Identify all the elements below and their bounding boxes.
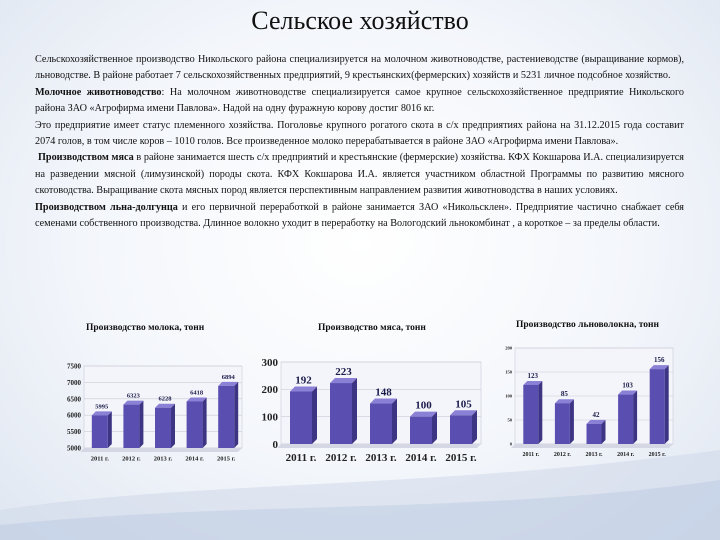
paragraph-flax <box>35 200 684 233</box>
flax-y-tick-label: 200 <box>505 345 512 351</box>
milk-bar <box>123 405 139 448</box>
milk-bar <box>187 401 203 448</box>
flax-bar-side <box>633 391 637 444</box>
dairy-text: : На молочном животноводстве специализируется самое крупное сельскохозяйственное предприятие Никольского района ЗАО «Агрофирма имени Павлова». Надой на одну фуражную корову достиг 8016 кг. <box>35 86 685 115</box>
meat-y-tick-label: 200 <box>261 384 278 397</box>
flax-bar-side <box>602 420 606 444</box>
milk-value-label: 6418 <box>190 389 204 397</box>
flax-category-label: 2015 г. <box>648 452 666 458</box>
meat-y-tick-label: 0 <box>272 438 278 451</box>
milk-bar-side <box>203 397 207 448</box>
flax-chart-title: Производство льноволокна, тонн <box>516 320 659 330</box>
flax-chart <box>503 344 678 464</box>
flax-y-tick-label: 50 <box>507 417 512 423</box>
milk-y-tick-label: 6500 <box>67 395 81 404</box>
milk-value-label: 6228 <box>158 395 172 403</box>
flax-bar-side <box>538 381 542 444</box>
flax-text: и его первичной переработкой в районе занимается ЗАО «Никольсклен». Предприятие частично снабжает себя семенами собственного производства. Длинное волокно уходит в переработку на Вологодский льнокомбинат , а короткое – за пределы области. <box>35 201 684 230</box>
meat-bar <box>370 404 392 444</box>
milk-category-label: 2012 г. <box>122 455 141 463</box>
flax-category-label: 2013 г. <box>585 452 603 458</box>
flax-category-label: 2011 г. <box>522 452 540 458</box>
meat-category-label: 2014 г. <box>405 452 437 464</box>
flax-heading: Производством льна-долгунца <box>35 201 178 213</box>
milk-bar <box>92 415 108 448</box>
flax-value-label: 156 <box>653 356 665 365</box>
flax-value-label: 103 <box>622 381 633 390</box>
flax-bar-side <box>665 365 669 444</box>
meat-chart-title: Производство мяса, тонн <box>318 323 426 333</box>
meat-value-label: 192 <box>295 374 312 387</box>
meat-y-tick-label: 300 <box>261 356 278 369</box>
meat-bar <box>330 383 352 444</box>
meat-heading: Производством мяса <box>38 152 134 164</box>
flax-value-label: 42 <box>592 410 600 419</box>
milk-category-label: 2015 г. <box>216 455 236 463</box>
paragraph-meat <box>35 150 684 199</box>
milk-y-tick-label: 7000 <box>67 378 81 387</box>
meat-category-label: 2013 г. <box>365 452 397 464</box>
flax-bar-side <box>570 399 574 444</box>
paragraph-dairy <box>35 85 684 118</box>
meat-bar <box>290 392 312 444</box>
flax-y-tick-label: 0 <box>509 441 512 447</box>
meat-chart-floor <box>277 444 481 448</box>
flax-bar <box>555 403 570 444</box>
milk-bar-side <box>139 401 143 448</box>
flax-bar <box>523 385 538 444</box>
milk-chart-floor <box>80 448 242 452</box>
meat-bar-side <box>312 387 317 444</box>
meat-category-label: 2012 г. <box>325 452 357 464</box>
meat-value-label: 105 <box>455 398 472 411</box>
milk-bar-side <box>108 411 112 448</box>
flax-chart-floor <box>509 441 673 448</box>
paragraph-herd: Это предприятие имеет статус племенного хозяйства. Поголовье крупного рогатого скота в с/х предприятиях района на 31.12.2015 года составит 2074 голов, в том числе коров – 1010 голов. Все произведенное молоко перерабатывается в районе ЗАО «Агрофирма имени Павлова». <box>35 119 684 148</box>
milk-y-tick-label: 7500 <box>67 362 81 371</box>
meat-value-label: 100 <box>415 399 432 412</box>
milk-category-label: 2011 г. <box>90 455 109 463</box>
meat-category-label: 2015 г. <box>445 452 477 464</box>
milk-bar-side <box>171 404 175 448</box>
milk-bar <box>155 408 171 448</box>
milk-bar-side <box>234 382 238 448</box>
meat-category-label: 2011 г. <box>285 452 317 464</box>
dairy-heading: Молочное животноводство <box>35 86 162 98</box>
meat-bar-side <box>432 412 437 444</box>
milk-y-tick-label: 6000 <box>67 411 81 420</box>
flax-category-label: 2014 г. <box>617 452 635 458</box>
meat-bar <box>410 417 432 444</box>
meat-value-label: 223 <box>335 366 352 379</box>
milk-y-tick-label: 5500 <box>67 428 81 437</box>
meat-value-label: 148 <box>375 386 392 399</box>
milk-chart-title: Производство молока, тонн <box>86 323 205 333</box>
flax-bar <box>587 424 602 444</box>
flax-value-label: 123 <box>527 371 539 380</box>
milk-value-label: 5995 <box>95 403 109 411</box>
milk-value-label: 6323 <box>126 392 140 400</box>
milk-category-label: 2014 г. <box>185 455 204 463</box>
flax-bar <box>618 395 633 444</box>
meat-chart <box>255 356 487 468</box>
flax-value-label: 85 <box>560 390 568 399</box>
milk-value-label: 6894 <box>221 373 235 381</box>
meat-bar-side <box>392 399 397 444</box>
meat-bar-side <box>472 410 477 444</box>
meat-bar-side <box>352 378 357 444</box>
milk-y-tick-label: 5000 <box>67 444 81 453</box>
body-text <box>35 52 684 232</box>
meat-y-tick-label: 100 <box>261 411 278 424</box>
slide-title: Сельское хозяйство <box>251 6 469 35</box>
flax-y-tick-label: 150 <box>505 369 512 375</box>
flax-y-tick-label: 100 <box>505 393 512 399</box>
paragraph-overview: Сельскохозяйственное производство Никольского района специализируется на молочном животноводстве, растениеводстве (выращивание кормов), льноводстве. В районе работает 7 сельскохозяйственных предприятий, 9 крестьянских(фермерских) хозяйств и 5231 личное подсобное хозяйство. <box>35 54 684 82</box>
meat-text: в районе занимается шесть с/х предприятий и крестьянские (фермерские) хозяйства. КФХ Кокшарова И.А. специализируется на разведении мясной (лимузинской) породы скота. КФХ Кокшарова И.А. является участником областной Программы по развитию мясного скотоводства. Выращивание скота мясных пород является перспективным направлением развития животноводства в наших условиях. <box>35 152 684 197</box>
milk-category-label: 2013 г. <box>153 455 173 463</box>
flax-bar <box>650 369 665 444</box>
meat-bar <box>450 415 472 444</box>
flax-category-label: 2012 г. <box>553 452 571 458</box>
milk-bar <box>218 386 234 448</box>
milk-chart <box>62 358 247 470</box>
